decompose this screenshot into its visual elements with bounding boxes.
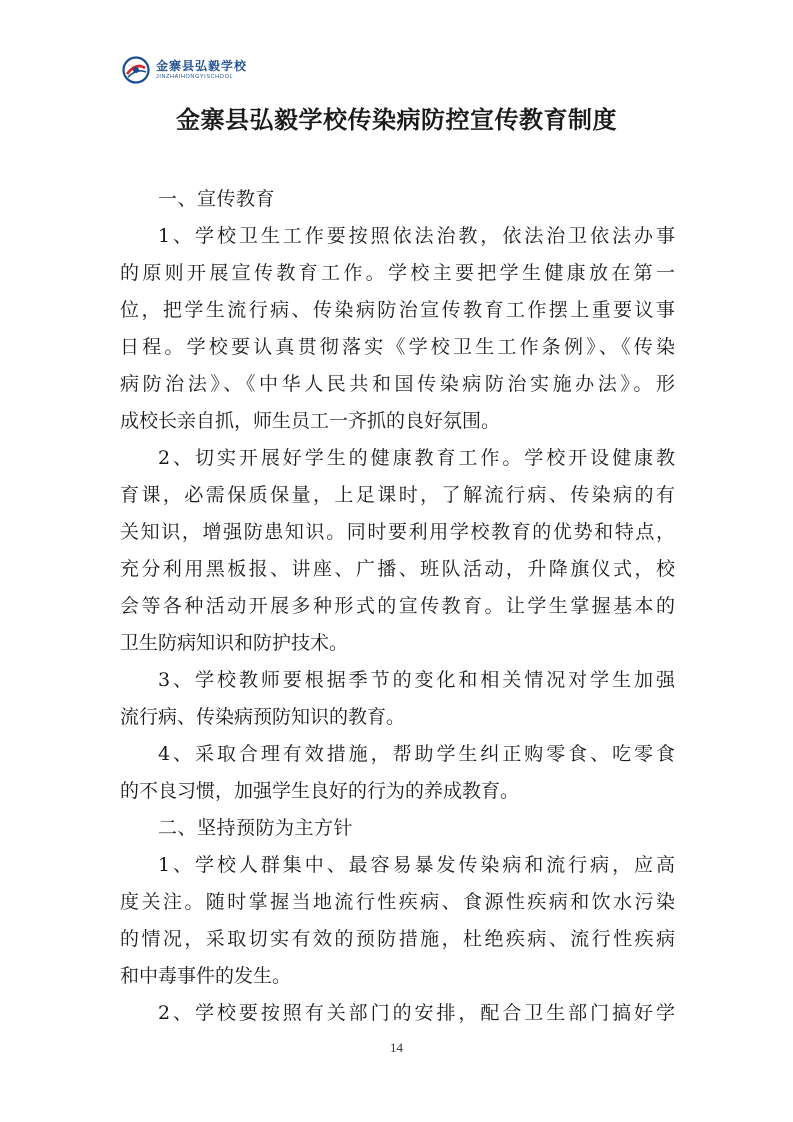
paragraph-line: 1、学校人群集中、最容易暴发传染病和流行病，应高 [158,854,675,876]
paragraph-line: 2、学校要按照有关部门的安排，配合卫生部门搞好学 [158,1002,675,1024]
page-number: 14 [390,1040,403,1055]
header-logo [122,54,247,86]
paragraph-line: 卫生防病知识和防护技术。 [120,632,349,654]
school-emblem-icon [122,56,150,84]
paragraph-line: 3、学校教师要根据季节的变化和相关情况对学生加强 [158,669,675,691]
paragraph-line: 充分利用黑板报、讲座、广播、班队活动，升降旗仪式，校 [120,558,675,580]
paragraph-line: 和中毒事件的发生。 [120,965,292,987]
section-heading: 二、坚持预防为主方针 [158,817,354,839]
paragraph-line: 成校长亲自抓，师生员工一齐抓的良好氛围。 [120,410,501,432]
paragraph-line: 的不良习惯，加强学生良好的行为的养成教育。 [120,780,520,802]
paragraph-line: 会等各种活动开展多种形式的宣传教育。让学生掌握基本的 [120,595,675,617]
document-body [120,181,675,1032]
document-title: 金寨县弘毅学校传染病防控宣传教育制度 [176,106,617,134]
paragraph-line: 关知识，增强防患知识。同时要利用学校教育的优势和特点， [120,521,675,543]
paragraph-line: 日程。学校要认真贯彻落实《学校卫生工作条例》、《传染 [120,336,675,358]
paragraph-line: 的情况，采取切实有效的预防措施，杜绝疾病、流行性疾病 [120,928,675,950]
paragraph-line: 的原则开展宣传教育工作。学校主要把学生健康放在第一 [120,262,675,284]
paragraph-line: 2、切实开展好学生的健康教育工作。学校开设健康教 [158,447,675,469]
paragraph-line: 流行病、传染病预防知识的教育。 [120,706,406,728]
section-heading: 一、宣传教育 [158,188,276,210]
paragraph-line: 位，把学生流行病、传染病防治宣传教育工作摆上重要议事 [120,299,675,321]
paragraph-line: 度关注。随时掌握当地流行性疾病、食源性疾病和饮水污染 [120,891,675,913]
paragraph-line: 1、学校卫生工作要按照依法治教，依法治卫依法办事 [158,225,675,247]
paragraph-line: 育课，必需保质保量，上足课时，了解流行病、传染病的有 [120,484,675,506]
logo-school-name-en: JINZHAIHONGYISCHOOL [156,73,234,80]
paragraph-line: 病防治法》、《中华人民共和国传染病防治实施办法》。形 [120,373,675,395]
logo-school-name: 金寨县弘毅学校 [156,58,248,73]
paragraph-line: 4、采取合理有效措施，帮助学生纠正购零食、吃零食 [158,743,675,765]
